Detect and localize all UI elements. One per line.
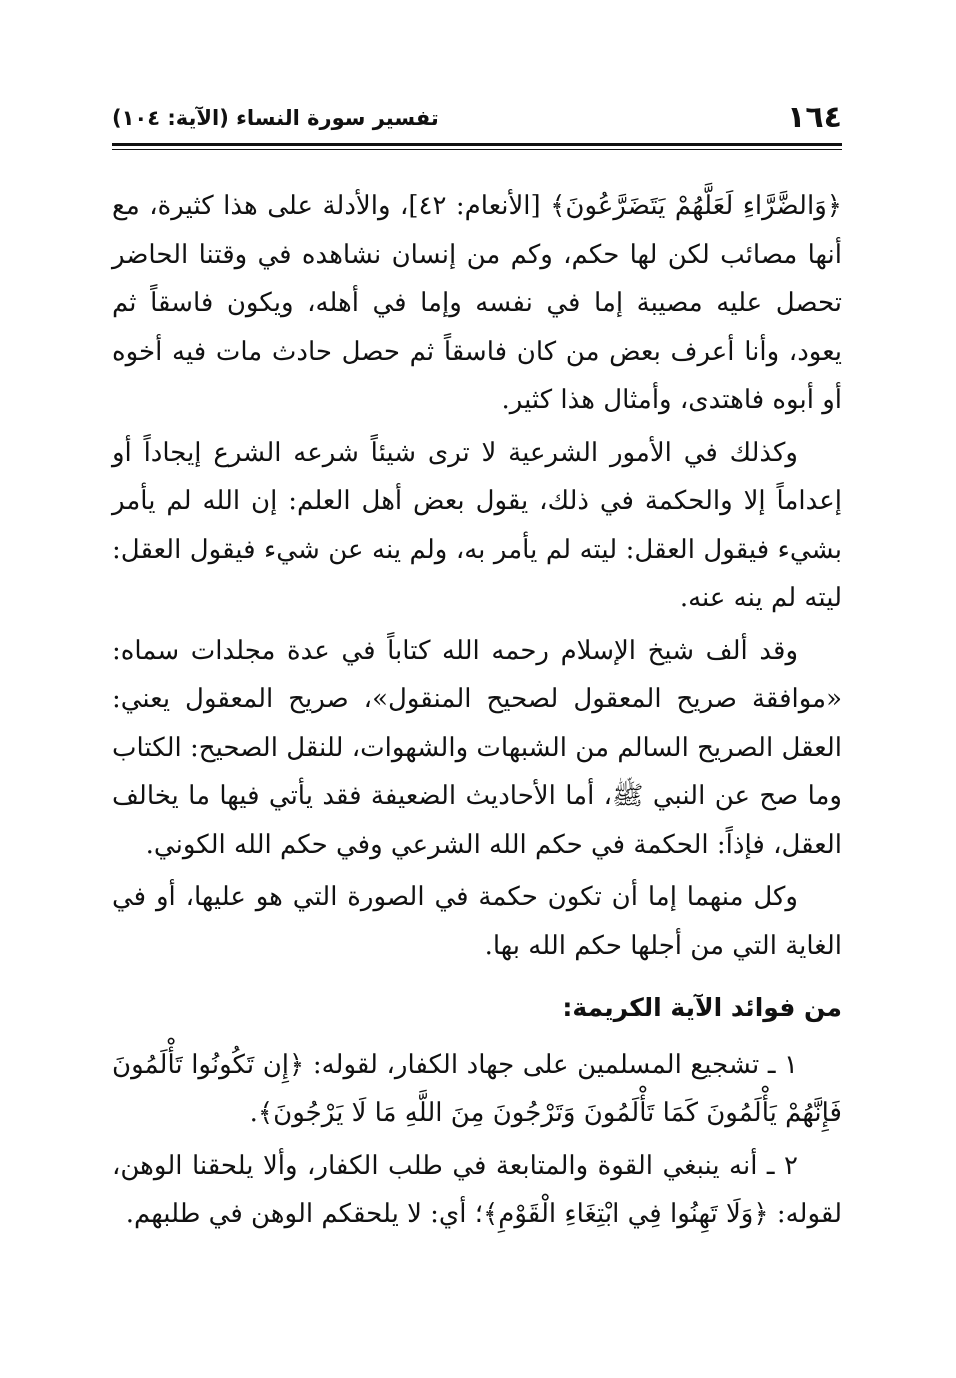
paragraph-3: وقد ألف شيخ الإسلام رحمه الله كتاباً في عدة مجلدات سماه: «موافقة صريح المعقول لصحيح المنقول»، صريح المعقول يعني: العقل الصريح السالم من الشبهات والشهوات، للنقل الصحيح: الكتاب وما صح عن النبي ﷺ، أما الأحاديث الضعيفة فقد يأتي فيها ما يخالف العقل، فإذاً: الحكمة في حكم الله الشرعي وفي حكم الله الكوني.	[112, 635, 842, 860]
header-rule-thin	[112, 149, 842, 150]
benefit-lead: ١ ـ تشجيع المسلمين على جهاد الكفار، لقوله:	[304, 1049, 799, 1080]
benefit-tail: ؛ أي: لا يلحقكم الوهن في طلبهم.	[125, 1199, 484, 1229]
quran-quote: ﴿وَلَا تَهِنُوا فِي ابْتِغَاءِ الْقَوْمِ﴾	[483, 1199, 769, 1229]
page-number: ١٦٤	[787, 100, 842, 135]
benefit-2	[112, 1142, 842, 1239]
header-rule-thick	[112, 143, 842, 146]
paragraph-4: وكل منهما إما أن تكون حكمة في الصورة التي هو عليها، أو في الغاية التي من أجلها حكم الله بها.	[112, 882, 842, 961]
paragraph-1	[112, 182, 842, 425]
benefit-lead: ٢ ـ أنه ينبغي القوة والمتابعة في طلب الكفار، وألا يلحقنا الوهن، لقوله:	[112, 1150, 842, 1229]
quran-quote: ﴿وَالضَّرَّاءِ لَعَلَّهُمْ يَتَضَرَّعُونَ﴾	[550, 191, 842, 221]
benefit-1	[112, 1041, 842, 1138]
paragraph-text: [الأنعام: ٤٢]، والأدلة على هذا كثيرة، مع أنها مصائب لكن لها حكم، وكم من إنسان نشاهده في وقتنا الحاضر تحصل عليه مصيبة إما في نفسه وإما في أهله، ويكون فاسقاً ثم يعود، وأنا أعرف بعض من كان فاسقاً ثم حصل حادث مات فيه أخوه أو أبوه فاهتدى، وأمثال هذا كثير.	[112, 191, 842, 415]
quran-quote: ﴿إِن تَكُونُوا تَأْلَمُونَ فَإِنَّهُمْ يَأْلَمُونَ كَمَا تَأْلَمُونَ وَتَرْجُونَ مِنَ اللَّهِ مَا لَا يَرْجُونَ﴾	[112, 1049, 842, 1128]
benefit-tail: .	[249, 1098, 258, 1128]
page-body	[112, 182, 842, 1239]
page-header	[112, 98, 842, 140]
section-heading: من فوائد الآية الكريمة:	[562, 993, 842, 1022]
paragraph-2: وكذلك في الأمور الشرعية لا ترى شيئاً شرعه الشرع إيجاداً أو إعداماً إلا والحكمة في ذلك، يقول بعض أهل العلم: إن الله لم يأمر بشيء فيقول العقل: ليته لم يأمر به، ولم ينه عن شيء فيقول العقل: ليته لم ينه عنه.	[112, 437, 842, 613]
running-title: تفسير سورة النساء (الآية: ١٠٤)	[112, 106, 439, 130]
